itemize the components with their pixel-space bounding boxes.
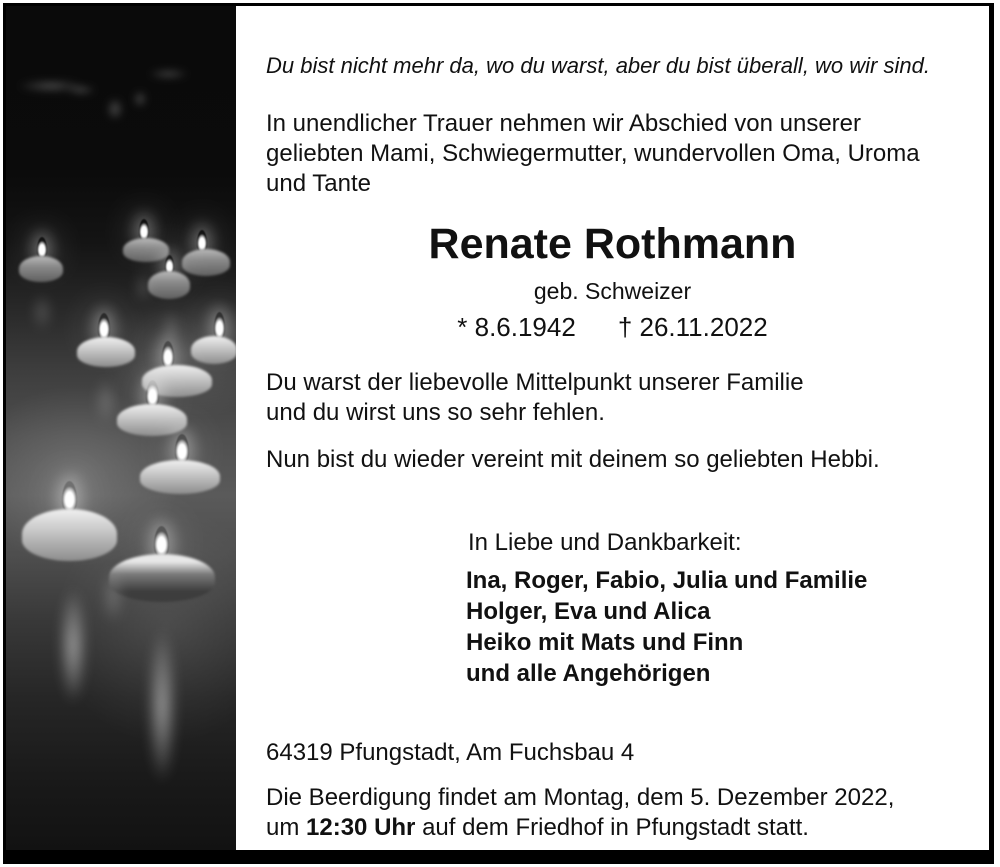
candle-flame-icon	[197, 230, 207, 253]
candle-cup	[142, 365, 212, 397]
intro-paragraph	[266, 109, 920, 199]
candle-reflection	[161, 306, 181, 352]
background-light-streak	[141, 68, 196, 80]
candle-cup	[19, 256, 63, 282]
candle-flame-icon	[62, 481, 77, 513]
candle-reflection	[134, 268, 152, 308]
birth-date: * 8.6.1942	[457, 312, 576, 342]
candle-reflection	[94, 371, 118, 431]
funeral-line-1: Die Beerdigung findet am Montag, dem 5. Dezember 2022,	[266, 784, 895, 811]
tealight-candle	[6, 6, 236, 850]
intro-line: In unendlicher Trauer nehmen wir Abschied von unserer	[266, 110, 862, 137]
life-dates	[236, 312, 989, 343]
candle-flame-icon	[175, 434, 189, 464]
candle-reflection	[101, 561, 125, 631]
candle-cup	[123, 238, 169, 262]
funeral-line-2	[266, 813, 894, 843]
tealight-candle	[6, 6, 236, 850]
candle-cup	[182, 249, 230, 276]
funeral-time: 12:30 Uhr	[306, 814, 416, 841]
memorial-candles-photo	[6, 6, 236, 850]
tealight-candle	[6, 6, 236, 850]
candle-flame-icon	[214, 312, 225, 340]
funeral-info	[266, 783, 894, 843]
maiden-name: geb. Schweizer	[533, 278, 692, 304]
candle-reflection	[56, 571, 90, 721]
funeral-prefix: um	[266, 814, 307, 841]
background-light-blob	[104, 94, 126, 124]
notice-text	[236, 6, 989, 850]
tribute-line: und du wirst uns so sehr fehlen.	[266, 399, 605, 426]
deceased-name: Renate Rothmann	[428, 220, 797, 268]
candle-cup	[140, 460, 220, 494]
address-line: 64319 Pfungstadt, Am Fuchsbau 4	[266, 739, 635, 766]
candle-flame-icon	[165, 255, 174, 275]
candle-flame-icon	[154, 526, 169, 558]
candle-cup	[117, 404, 187, 436]
funeral-suffix: auf dem Friedhof in Pfungstadt statt.	[415, 814, 809, 841]
mourners-line: Holger, Eva und Alica	[466, 598, 711, 625]
candle-flame-icon	[146, 380, 159, 408]
tribute-line: Du warst der liebevolle Mittelpunkt unserer Familie	[266, 369, 804, 396]
notice-frame	[3, 3, 994, 864]
mourners-line: Ina, Roger, Fabio, Julia und Familie	[466, 567, 868, 594]
candle-cup	[191, 336, 236, 364]
intro-line: geliebten Mami, Schwiegermutter, wundervollen Oma, Uroma	[266, 140, 920, 167]
candle-cup	[77, 337, 135, 367]
candle-reflection	[144, 606, 180, 806]
tealight-candle	[6, 6, 236, 850]
tealight-candle	[6, 6, 236, 850]
farewell-heading: In Liebe und Dankbarkeit:	[468, 529, 742, 556]
tealight-candle	[6, 6, 236, 850]
background-light-streak	[61, 84, 101, 96]
mourners-line: Heiko mit Mats und Finn	[466, 629, 744, 656]
background-light-blob	[131, 88, 149, 110]
mourners-list	[466, 565, 867, 689]
mourners-line: und alle Angehörigen	[466, 660, 711, 687]
tealight-candle	[6, 6, 236, 850]
reunion-line: Nun bist du wieder vereint mit deinem so geliebten Hebbi.	[266, 446, 880, 473]
candle-cup	[22, 509, 117, 561]
candle-flame-icon	[37, 237, 47, 259]
candle-flame-icon	[98, 313, 110, 341]
candle-reflection	[31, 289, 53, 335]
candle-cup	[148, 271, 190, 299]
tealight-candle	[6, 6, 236, 850]
tealight-candle	[6, 6, 236, 850]
memorial-quote: Du bist nicht mehr da, wo du warst, aber du bist überall, wo wir sind.	[266, 53, 930, 78]
tealight-candle	[6, 6, 236, 850]
tealight-candle	[6, 6, 236, 850]
tribute-paragraph	[266, 368, 804, 428]
intro-line: und Tante	[266, 170, 371, 197]
death-date: † 26.11.2022	[617, 312, 768, 342]
candle-flame-icon	[139, 219, 149, 241]
